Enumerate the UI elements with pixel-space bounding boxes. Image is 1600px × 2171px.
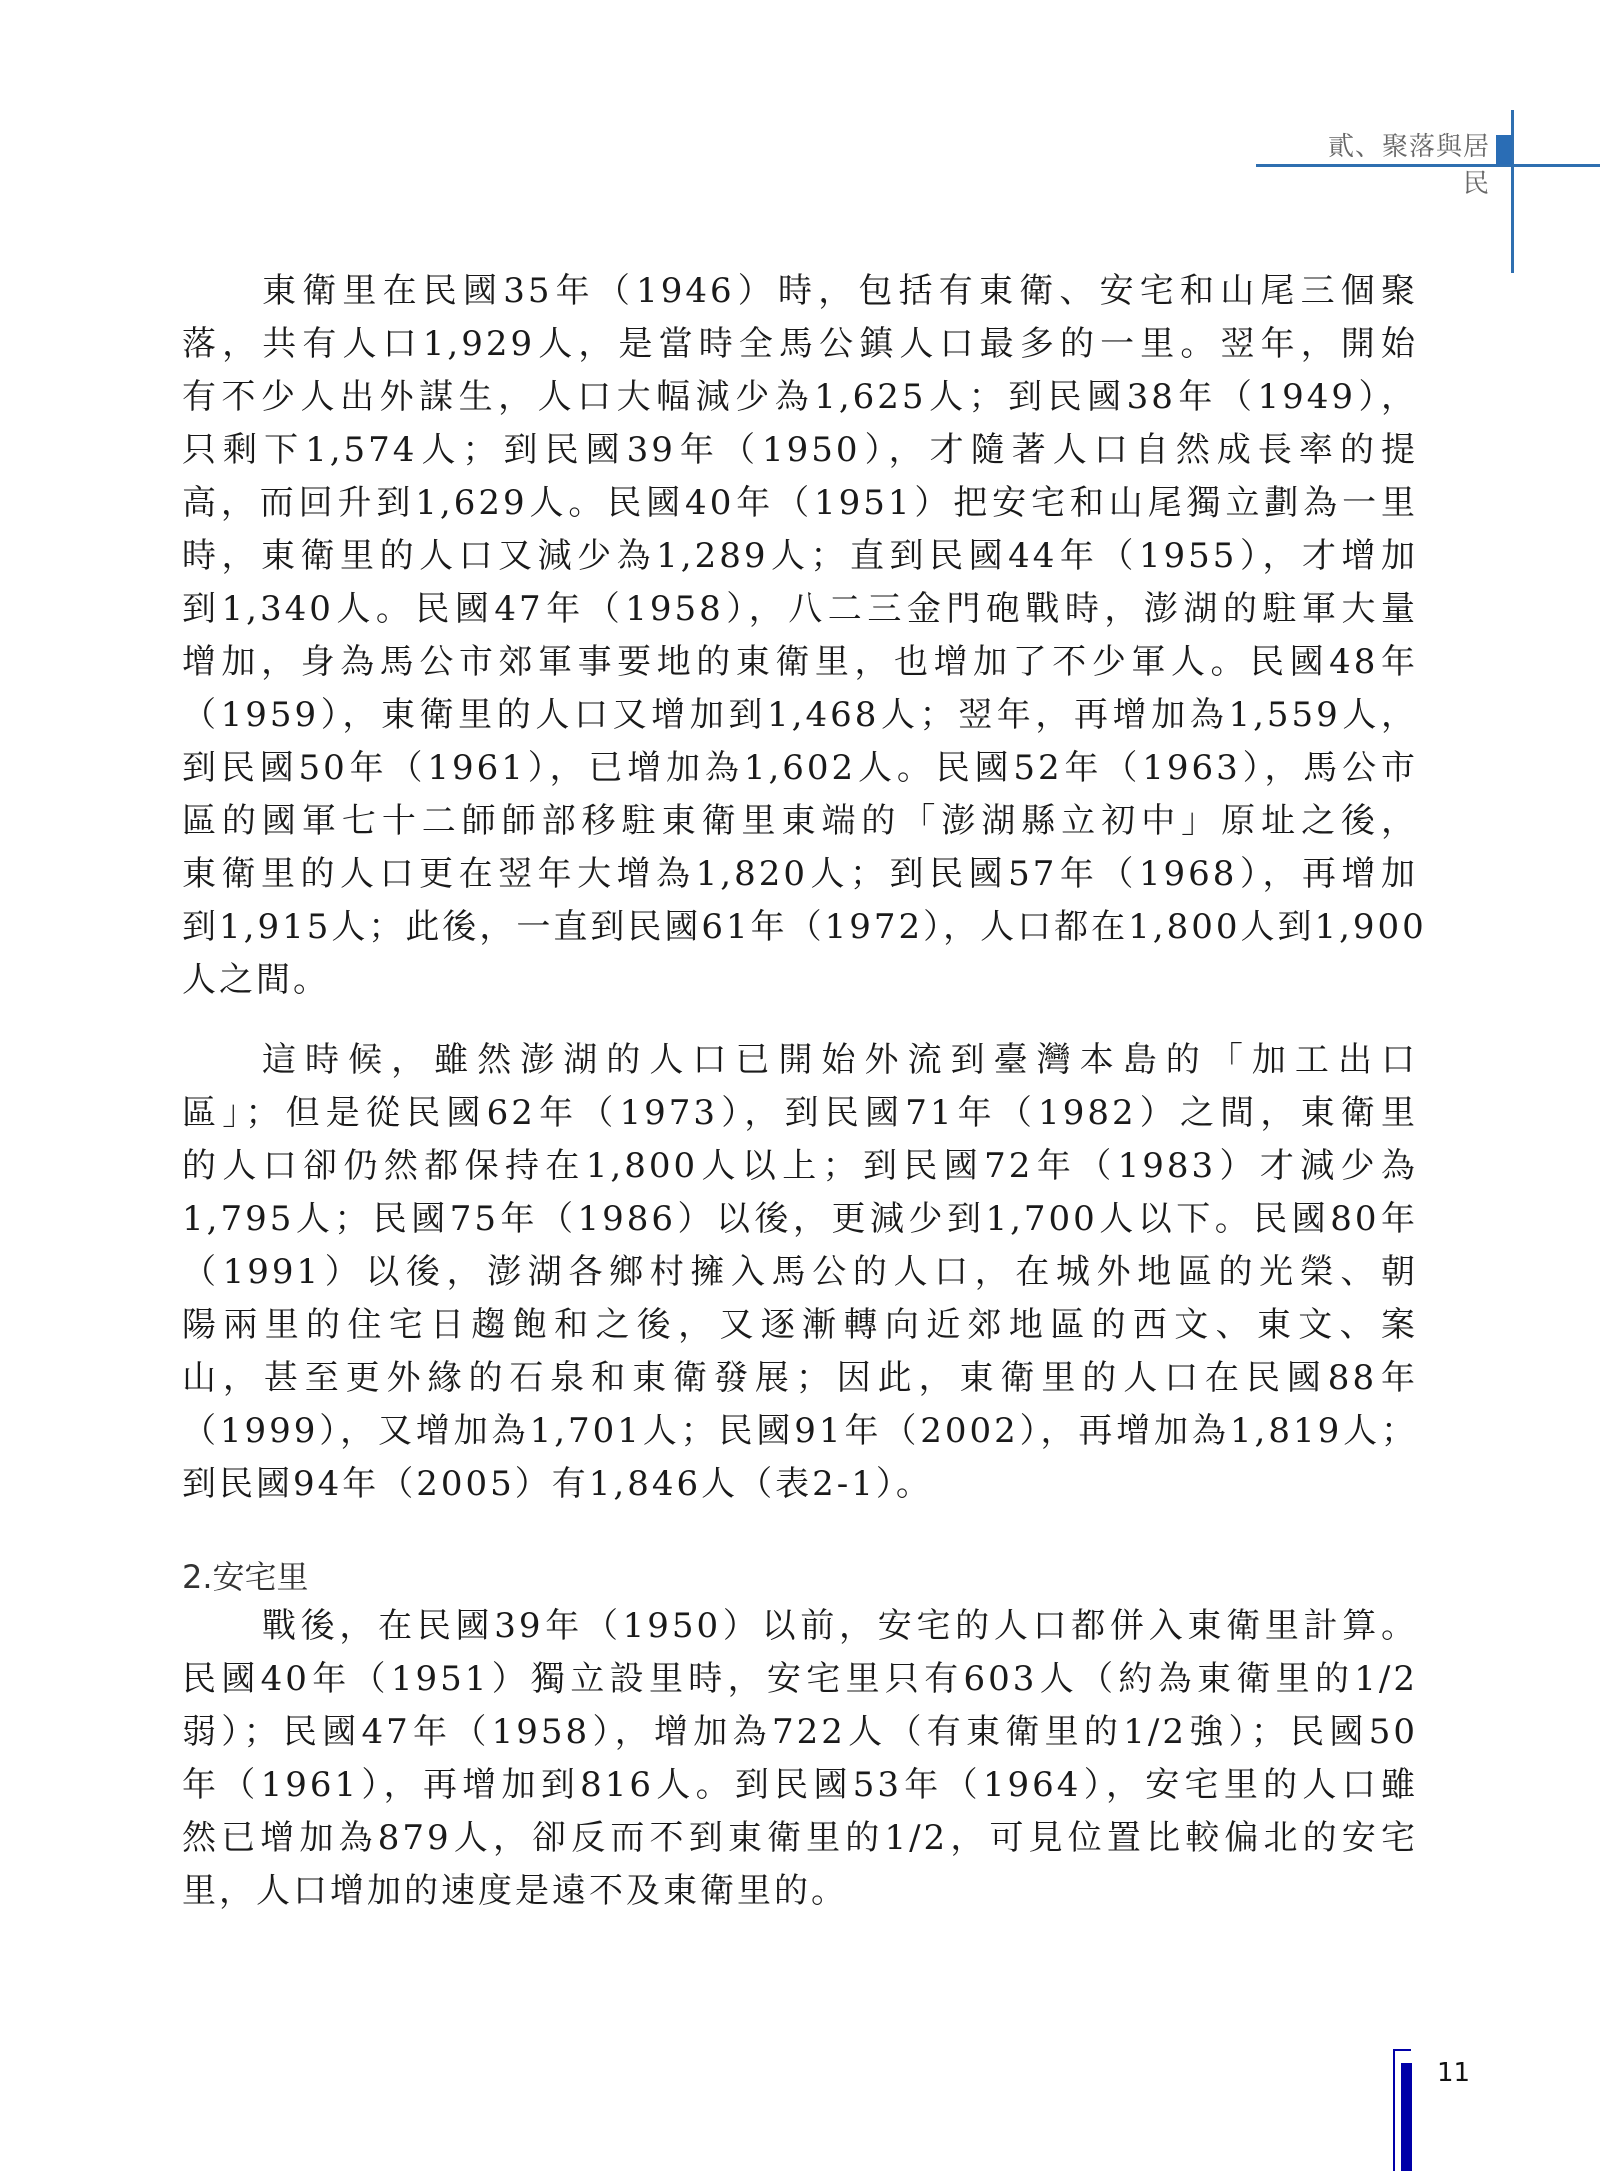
paragraph-anzhai bbox=[182, 1600, 1418, 1918]
text-line: 的人口卻仍然都保持在1,800人以上；到民國72年（1983）才減少為 bbox=[182, 1146, 1418, 1186]
text-line: 戰後，在民國39年（1950）以前，安宅的人口都併入東衛里計算。 bbox=[262, 1606, 1418, 1646]
text-line: 到1,915人；此後，一直到民國61年（1972），人口都在1,800人到1,900 bbox=[182, 907, 1427, 947]
text-line: 時，東衛里的人口又減少為1,289人；直到民國44年（1955），才增加 bbox=[182, 536, 1418, 576]
text-line: 人之間。 bbox=[182, 960, 330, 1000]
text-line: 然已增加為879人，卻反而不到東衛里的1/2，可見位置比較偏北的安宅 bbox=[182, 1818, 1418, 1858]
text-line: （1991）以後，澎湖各鄉村擁入馬公的人口，在城外地區的光榮、朝 bbox=[182, 1252, 1418, 1292]
text-line: 有不少人出外謀生，人口大幅減少為1,625人；到民國38年（1949）， bbox=[182, 377, 1418, 417]
text-line: 區」；但是從民國62年（1973），到民國71年（1982）之間，東衛里 bbox=[182, 1093, 1418, 1133]
text-line: 高，而回升到1,629人。民國40年（1951）把安宅和山尾獨立劃為一里 bbox=[182, 483, 1418, 523]
text-line: 1,795人；民國75年（1986）以後，更減少到1,700人以下。民國80年 bbox=[182, 1199, 1418, 1239]
text-line: 區的國軍七十二師師部移駐東衛里東端的「澎湖縣立初中」原址之後， bbox=[182, 801, 1418, 841]
text-line: 到民國50年（1961），已增加為1,602人。民國52年（1963），馬公市 bbox=[182, 748, 1418, 788]
paragraph-dongwei-2 bbox=[182, 1034, 1418, 1511]
text-line: 年（1961），再增加到816人。到民國53年（1964），安宅里的人口雖 bbox=[182, 1765, 1418, 1805]
page-number: 11 bbox=[1437, 2058, 1471, 2088]
text-line: （1959），東衛里的人口又增加到1,468人；翌年，再增加為1,559人， bbox=[182, 695, 1418, 735]
text-line: 陽兩里的住宅日趨飽和之後，又逐漸轉向近郊地區的西文、東文、案 bbox=[182, 1305, 1418, 1345]
footer-accent-bar bbox=[1401, 2063, 1412, 2171]
text-line: 山，甚至更外緣的石泉和東衛發展；因此，東衛里的人口在民國88年 bbox=[182, 1358, 1418, 1398]
text-line: 東衛里在民國35年（1946）時，包括有東衛、安宅和山尾三個聚 bbox=[262, 271, 1418, 311]
text-line: 落，共有人口1,929人，是當時全馬公鎮人口最多的一里。翌年，開始 bbox=[182, 324, 1418, 364]
chapter-title: 貳、聚落與居民 bbox=[1327, 132, 1490, 199]
text-line: 只剩下1,574人；到民國39年（1950），才隨著人口自然成長率的提 bbox=[182, 430, 1418, 470]
text-line: 到民國94年（2005）有1,846人（表2-1）。 bbox=[182, 1464, 933, 1504]
text-line: 民國40年（1951）獨立設里時，安宅里只有603人（約為東衛里的1/2 bbox=[182, 1659, 1418, 1699]
text-line: 東衛里的人口更在翌年大增為1,820人；到民國57年（1968），再增加 bbox=[182, 854, 1418, 894]
text-line: 這時候，雖然澎湖的人口已開始外流到臺灣本島的「加工出口 bbox=[262, 1040, 1418, 1080]
text-line: 增加，身為馬公市郊軍事要地的東衛里，也增加了不少軍人。民國48年 bbox=[182, 642, 1418, 682]
text-line: 里，人口增加的速度是遠不及東衛里的。 bbox=[182, 1871, 848, 1911]
section-heading: 2.安宅里 bbox=[182, 1558, 309, 1596]
header-accent-block bbox=[1496, 135, 1512, 165]
text-line: 到1,340人。民國47年（1958），八二三金門砲戰時，澎湖的駐軍大量 bbox=[182, 589, 1418, 629]
paragraph-dongwei-1 bbox=[182, 265, 1427, 1007]
text-line: （1999），又增加為1,701人；民國91年（2002），再增加為1,819人； bbox=[182, 1411, 1418, 1451]
text-line: 弱）；民國47年（1958），增加為722人（有東衛里的1/2強）；民國50 bbox=[182, 1712, 1418, 1752]
